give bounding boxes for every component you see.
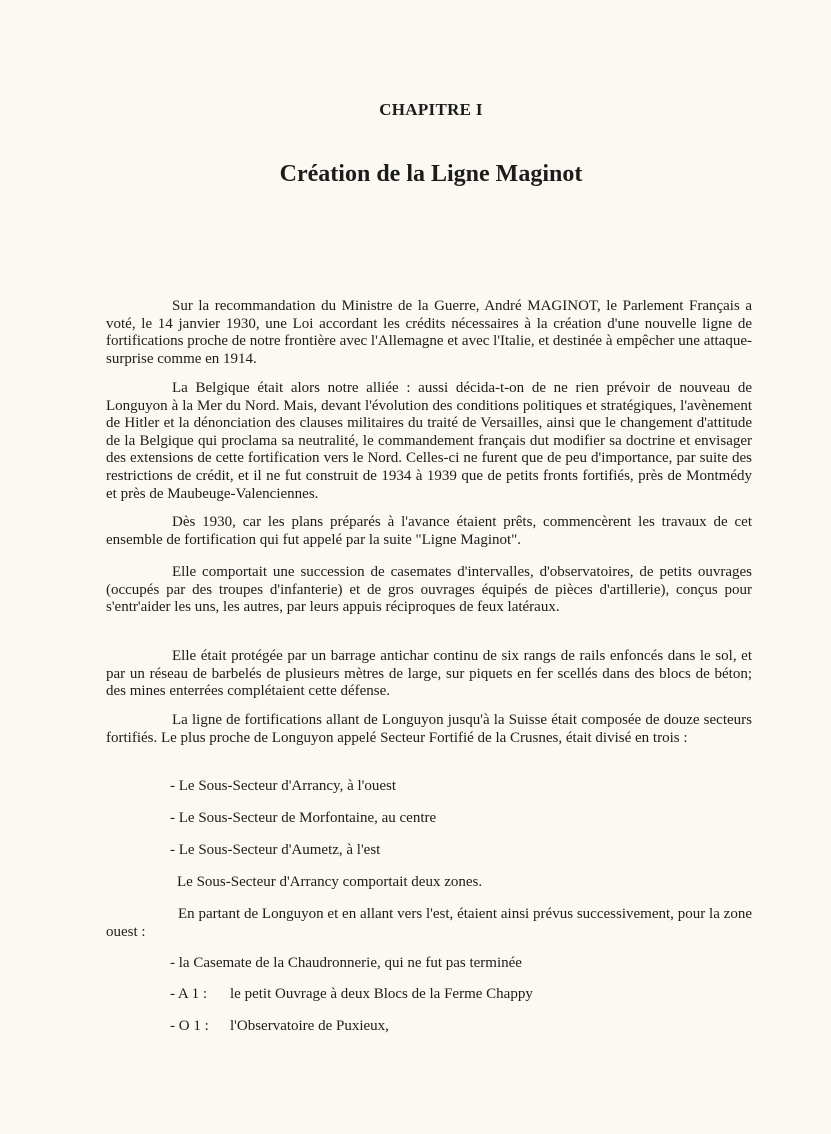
paragraph-text: Elle était protégée par un barrage antichar continu de six rangs de rails enfoncés dans le sol, et par un réseau de barbelés de plusieurs mètres de large, sur piquets en fer scellés dans des blocs de béton; des mines enterrées complétaient cette défense. [106,648,752,700]
chapter-heading: CHAPITRE I [379,100,483,119]
work-code: - A 1 : [170,986,208,1002]
paragraph-text: Sur la recommandation du Ministre de la Guerre, André MAGINOT, le Parlement Français a voté, le 14 janvier 1930, une Loi accordant les crédits nécessaires à la création d'une nouvelle ligne de fortifications proche de notre frontière avec l'Allemagne et avec l'Italie, et destinée à empêcher une attaque-surprise comme en 1914. [106,298,752,367]
work-item-o1 [170,1018,389,1035]
paragraph-2 [106,380,752,503]
paragraph-text: Elle comportait une succession de casemates d'intervalles, d'observatoires, de petits ouvrages (occupés par des troupes d'infanterie) et de gros ouvrages équipés de pièces d'artillerie), conçus pour s'entr'aider les uns, les autres, par leurs appuis réciproques de feux latéraux. [106,564,752,616]
paragraph-5 [106,648,752,701]
subsector-item: - Le Sous-Secteur d'Aumetz, à l'est [170,842,381,858]
paragraph-3 [106,514,752,549]
work-code: - O 1 : [170,1018,209,1034]
work-item-casemate: - la Casemate de la Chaudronnerie, qui ne fut pas terminée [170,955,522,971]
zones-note: Le Sous-Secteur d'Arrancy comportait deux zones. [177,874,483,890]
work-description: le petit Ouvrage à deux Blocs de la Ferme Chappy [230,986,533,1002]
paragraph-text: Dès 1930, car les plans préparés à l'avance étaient prêts, commencèrent les travaux de cet ensemble de fortification qui fut appelé par la suite "Ligne Maginot". [106,514,752,548]
paragraph-6 [106,712,752,747]
paragraph-text: En partant de Longuyon et en allant vers l'est, étaient ainsi prévus successivement, pour la zone ouest : [106,906,752,940]
subsector-item: - Le Sous-Secteur d'Arrancy, à l'ouest [170,778,397,794]
work-description: l'Observatoire de Puxieux, [230,1018,389,1034]
work-item-a1 [170,986,533,1003]
paragraph-7 [106,906,752,941]
subsector-item: - Le Sous-Secteur de Morfontaine, au centre [170,810,437,826]
paragraph-1 [106,298,752,368]
paragraph-text: La ligne de fortifications allant de Longuyon jusqu'à la Suisse était composée de douze secteurs fortifiés. Le plus proche de Longuyon appelé Secteur Fortifié de la Crusnes, était divisé en trois : [106,712,752,746]
chapter-title: Création de la Ligne Maginot [279,161,583,187]
paragraph-4 [106,564,752,617]
paragraph-text: La Belgique était alors notre alliée : aussi décida-t-on de ne rien prévoir de nouveau de Longuyon à la Mer du Nord. Mais, devant l'évolution des conditions politiques et stratégiques, l'avènement de Hitler et la dénonciation des clauses militaires du traité de Versailles, ainsi que le changement d'attitude de la Belgique qui proclama sa neutralité, le commandement français dut modifier sa doctrine et envisager des extensions de cette fortification vers le Nord. Celles-ci ne furent que de peu d'importance, par suite des restrictions de crédit, et il ne fut construit de 1934 à 1939 que de petits fronts fortifiés, près de Montmédy et près de Maubeuge-Valenciennes. [106,380,752,502]
